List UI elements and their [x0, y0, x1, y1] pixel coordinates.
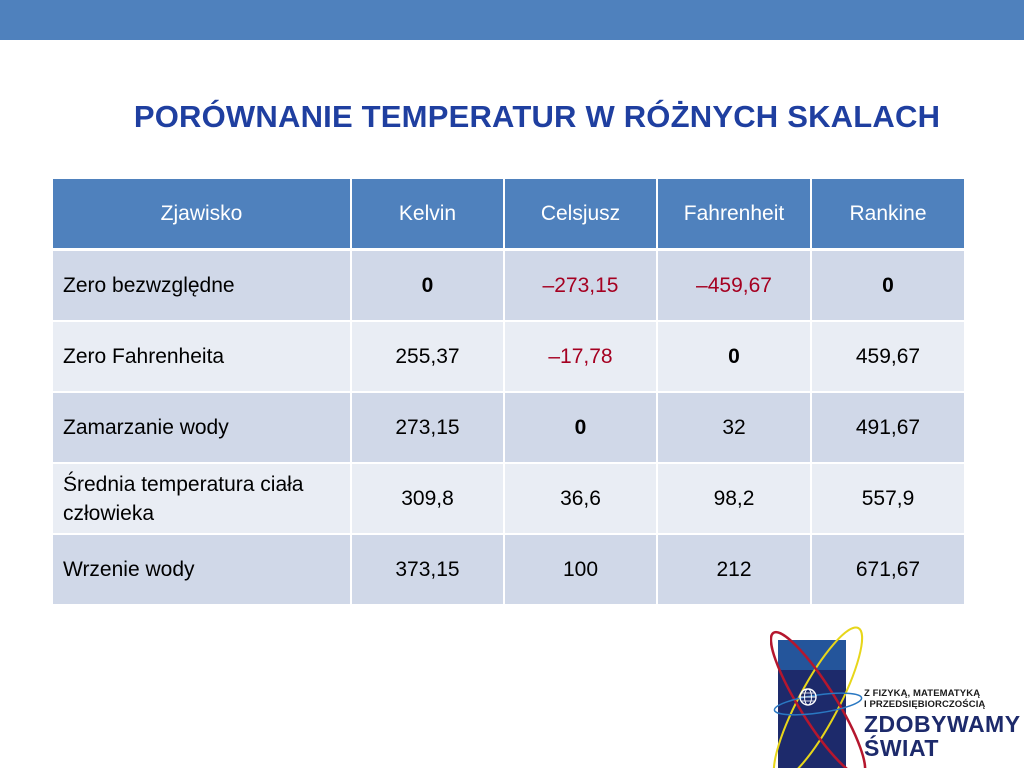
- rankine-cell: 459,67: [811, 321, 965, 392]
- table-header-row: [52, 179, 965, 250]
- fahrenheit-cell: 0: [657, 321, 811, 392]
- row-label: Średnia temperatura ciała człowieka: [52, 463, 351, 534]
- logo-wordmark-line-2: ŚWIAT: [864, 735, 939, 761]
- rankine-cell: 671,67: [811, 534, 965, 605]
- column-header-phenomenon: Zjawisko: [52, 179, 351, 250]
- row-label: Zamarzanie wody: [52, 392, 351, 463]
- fahrenheit-cell: 32: [657, 392, 811, 463]
- logo-wordmark-line-1: ZDOBYWAMY: [864, 711, 1021, 737]
- column-header-rankine: Rankine: [811, 179, 965, 250]
- fahrenheit-cell: –459,67: [657, 250, 811, 322]
- row-label: Zero bezwzględne: [52, 250, 351, 322]
- row-label: Zero Fahrenheita: [52, 321, 351, 392]
- rankine-cell: 491,67: [811, 392, 965, 463]
- table-row: [52, 250, 965, 322]
- kelvin-cell: 373,15: [351, 534, 504, 605]
- top-accent-bar: [0, 0, 1024, 40]
- table-row: [52, 392, 965, 463]
- rankine-cell: 557,9: [811, 463, 965, 534]
- celsius-cell: –17,78: [504, 321, 657, 392]
- kelvin-cell: 273,15: [351, 392, 504, 463]
- slide-title: PORÓWNANIE TEMPERATUR W RÓŻNYCH SKALACH: [133, 99, 941, 134]
- celsius-cell: 100: [504, 534, 657, 605]
- column-header-kelvin: Kelvin: [351, 179, 504, 250]
- table-row: [52, 534, 965, 605]
- celsius-cell: 36,6: [504, 463, 657, 534]
- fahrenheit-cell: 212: [657, 534, 811, 605]
- logo-tagline-line-1: Z FIZYKĄ, MATEMATYKĄ: [864, 688, 981, 699]
- column-header-celsius: Celsjusz: [504, 179, 657, 250]
- celsius-cell: –273,15: [504, 250, 657, 322]
- table-row: [52, 321, 965, 392]
- column-header-fahrenheit: Fahrenheit: [657, 179, 811, 250]
- kelvin-cell: 0: [351, 250, 504, 322]
- logo-tagline-line-2: I PRZEDSIĘBIORCZOŚCIĄ: [864, 699, 986, 710]
- row-label: Wrzenie wody: [52, 534, 351, 605]
- kelvin-cell: 255,37: [351, 321, 504, 392]
- table-row: [52, 463, 965, 534]
- celsius-cell: 0: [504, 392, 657, 463]
- rankine-cell: 0: [811, 250, 965, 322]
- kelvin-cell: 309,8: [351, 463, 504, 534]
- fahrenheit-cell: 98,2: [657, 463, 811, 534]
- temperature-table: [51, 179, 966, 606]
